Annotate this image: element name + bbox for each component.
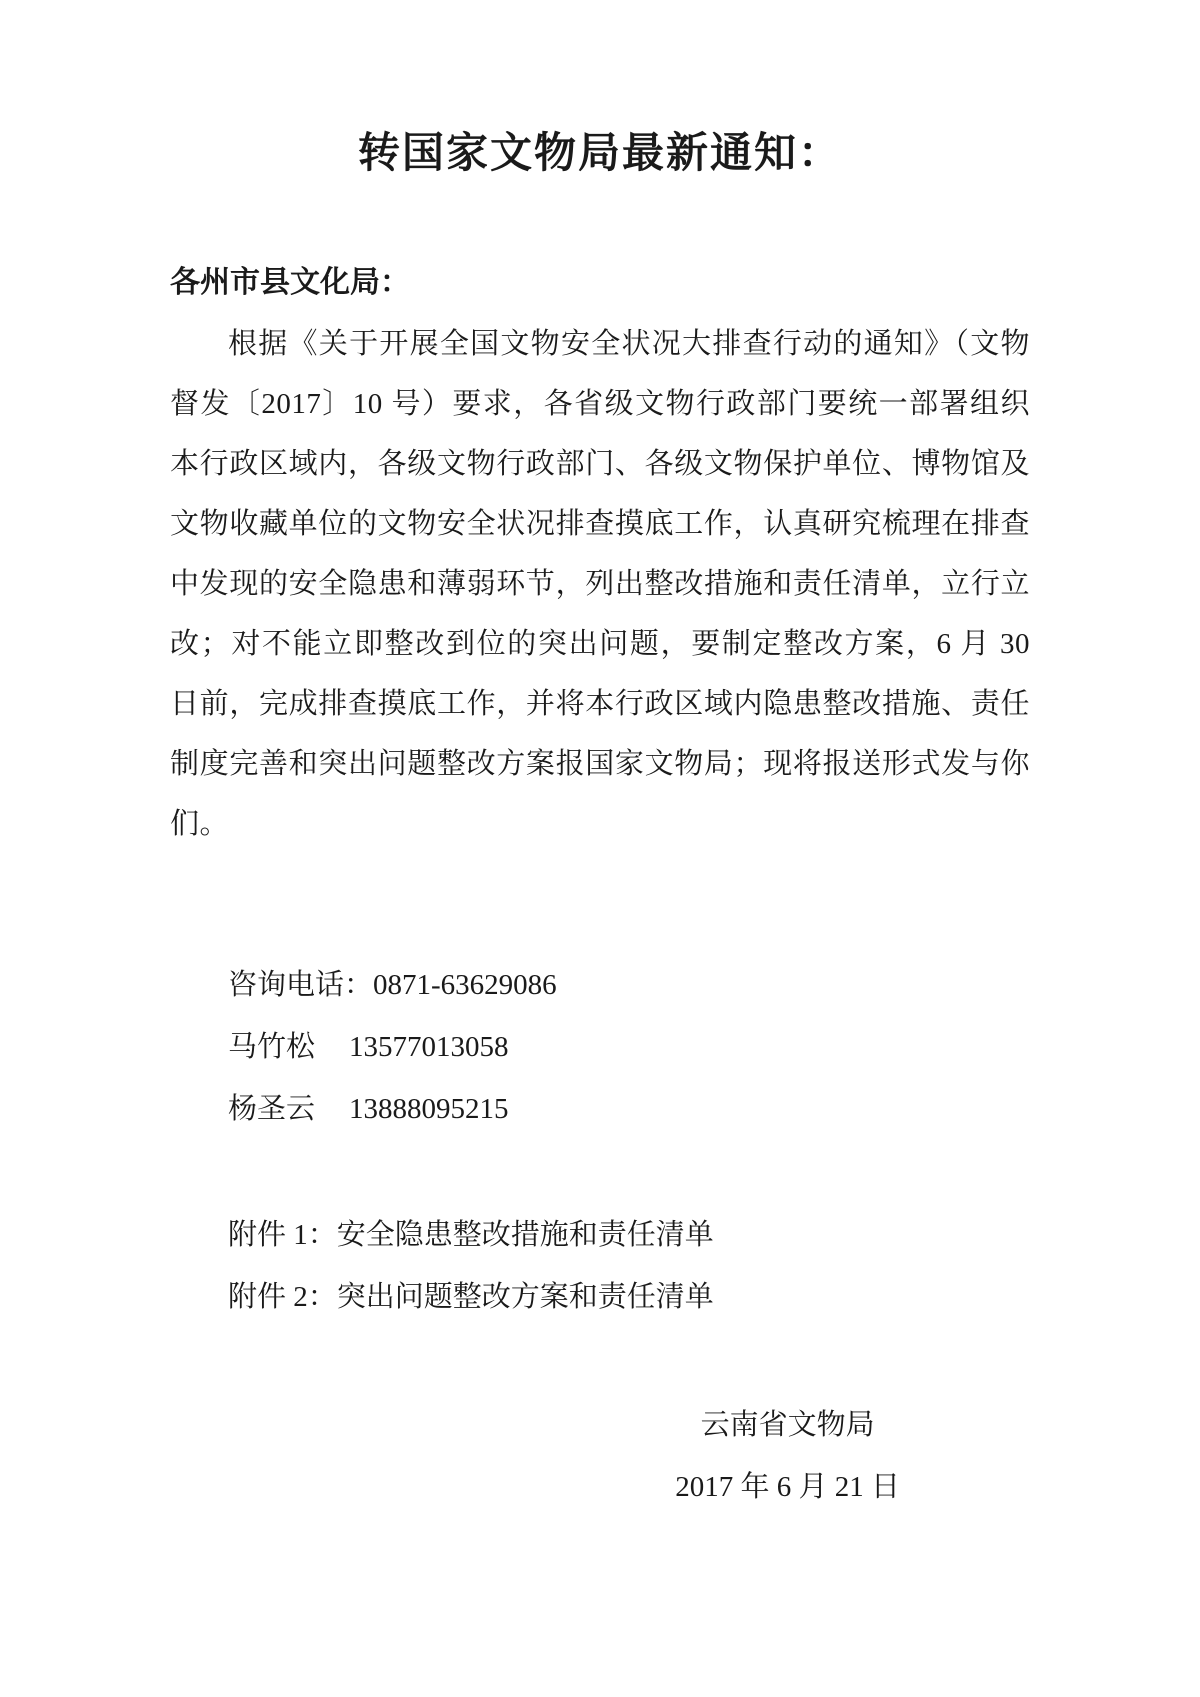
body-paragraph: 根据《关于开展全国文物安全状况大排查行动的通知》（文物督发〔2017〕10 号）要求，各省级文物行政部门要统一部署组织本行政区域内，各级文物行政部门、各级文物保护单位、博物馆及文物收藏单位的文物安全状况排查摸底工作，认真研究梳理在排查中发现的安全隐患和薄弱环节，列出整改措施和责任清单，立行立改；对不能立即整改到位的突出问题，要制定整改方案，6 月 30 日前，完成排查摸底工作，并将本行政区域内隐患整改措施、责任制度完善和突出问题整改方案报国家文物局；现将报送形式发与你们。 <box>170 328 1030 840</box>
hotline-label: 咨询电话： <box>228 969 374 1001</box>
hotline-line <box>228 954 1030 1016</box>
contact-person-phone: 13888095215 <box>349 1093 509 1125</box>
contact-person-phone: 13577013058 <box>349 1031 509 1063</box>
document-title: 转国家文物局最新通知： <box>357 131 842 177</box>
hotline-number: 0871-63629086 <box>373 969 557 1001</box>
signature-date: 2017 年 6 月 21 日 <box>675 1471 900 1503</box>
contact-person-line <box>228 1016 1030 1078</box>
signature-block <box>675 1394 900 1518</box>
attachment-item: 附件 1：安全隐患整改措施和责任清单 <box>228 1219 714 1251</box>
contact-block <box>170 954 1030 1140</box>
contact-person-name: 马竹松 <box>228 1031 316 1063</box>
attachment-item: 附件 2：突出问题整改方案和责任清单 <box>228 1281 714 1313</box>
attachments-block <box>170 1204 1030 1328</box>
signature-issuer: 云南省文物局 <box>700 1409 875 1441</box>
contact-person-name: 杨圣云 <box>228 1093 316 1125</box>
salutation: 各州市县文化局： <box>170 266 410 299</box>
contact-person-line <box>228 1078 1030 1140</box>
